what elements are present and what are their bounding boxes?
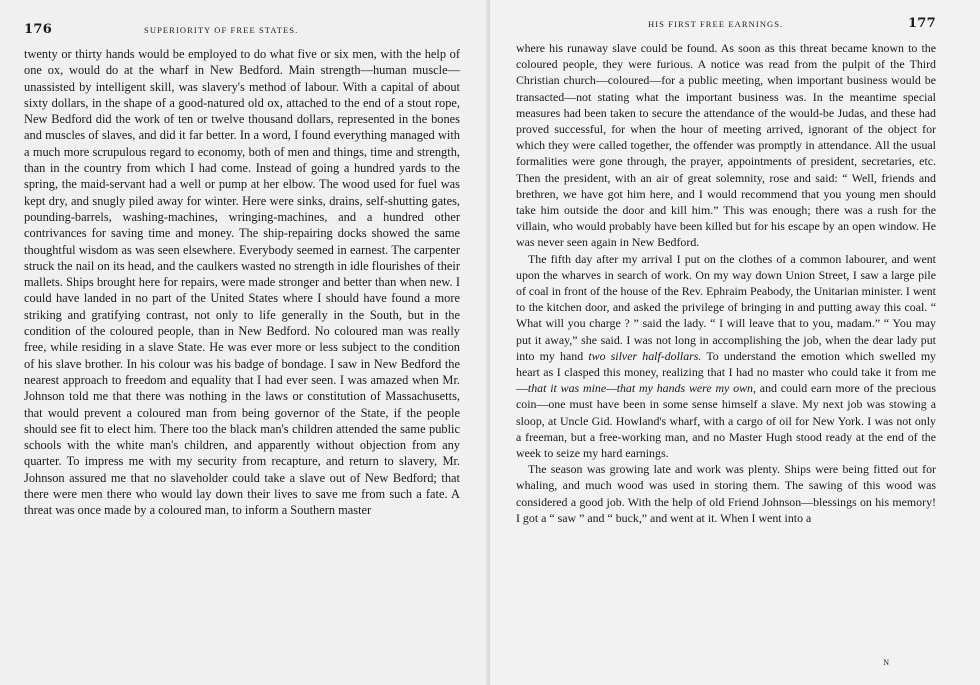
paragraph-text: and could earn more of the precious coin—one must have been in some sense himself a slave. My next job was stowing a sloop, at Uncle Gid. Howland's wharf, with a cargo of oil for New York. I was not only a freeman, but a free-working man, and no Master Hugh stood ready at the end of the week to seize my hard earnings. [516, 381, 936, 461]
right-page-body [516, 40, 936, 526]
paragraph [516, 251, 936, 462]
paragraph-text: The fifth day after my arrival I put on the clothes of a common labourer, and went upon the wharves in search of work. On my way down Union Street, I saw a large pile of coal in front of the house of the Rev. Ephraim Peabody, the Unitarian minister. I went to the kitchen door, and asked the privilege of bringing in and putting away this coal. “ What will you charge ? ” said the lady. “ I will leave that to you, madam.” “ You may put it away,” she said. I was not long in accomplishing the job, when the dear lady put into my hand [516, 251, 936, 363]
right-page-header [516, 16, 936, 31]
right-page [490, 0, 980, 685]
page-number: 177 [907, 16, 936, 31]
paragraph: twenty or thirty hands would be employed to do what five or six men, with the help of one ox, would do at the wharf in New Bedford. Main strength—human muscle—unassisted by intelligent skill, was slavery's method of labour. With a capital of about sixty dollars, in the shape of a good-natured old ox, attached to the end of a stout rope, New Bedford did the work of ten or twelve thousand dollars, represented in the bones and muscles of slaves, and did it far better. In a word, I found everything managed with a much more scrupulous regard to economy, both of men and things, time and strength, than in the country from which I had come. Instead of going a hundred yards to the spring, the maid-servant had a well or pump at her elbow. The wood used for fuel was kept dry, and snugly piled away for winter. Here were sinks, drains, self-shutting gates, pounding-barrels, washing-machines, wringing-machines, and a hundred other contrivances for saving time and money. The ship-repairing docks showed the same thoughtful wisdom as was seen elsewhere. Everybody seemed in earnest. The carpenter struck the nail on its head, and the caulkers wasted no strength in idle flourishes of their mallets. Ships brought here for repairs, were made stronger and better than when new. I could have landed in no part of the United States where I should have found a more striking and gratifying contrast, not only to life generally in the South, but in the condition of the coloured people, than in New Bedford. No coloured man was really free, while residing in a slave State. He was ever more or less subject to the condition of his slave brother. In his colour was his badge of bondage. I saw in New Bedford the nearest approach to freedom and equality that I had ever seen. I was amazed when Mr. Johnson told me that there was nothing in the laws or constitution of Massachusetts, that would prevent a coloured man from being governor of the State, if the people should see fit to elect him. There too the black man's children attended the same public schools with the white man's children, and apparently without objection from any quarter. To impress me with my security from recapture, and return to slavery, Mr. Johnson assured me that no slaveholder could take a slave out of New Bedford; that there were men there who would lay down their lives to save me from such a fate. A threat was once made by a coloured man, to inform a Southern master [24, 47, 460, 518]
paragraph-text: where his runaway slave could be found. As soon as this threat became known to the coloured people, they were furious. A notice was read from the pulpit of the Third Christian church—coloured—for a public meeting, when important business would be transacted—not stating what the important business was. In the meantime special measures had been taken to secure the attendance of the would-be Judas, and these had proved successful, for when the hour of meeting arrived, ignorant of the object for which they were called together, the offender was promptly in attendance. All the usual formalities were gone through, the prayer, appointments of president, secretaries, etc. Then the president, with an air of great solemnity, rose and said: “ Well, friends and brethren, we have got him here, and I would recommend that you young men should take him outside the door and kill him.” This was enough; there was a rush for the villain, who would probably have been killed but for his escape by an open window. He was never seen again in New Bedford. [516, 41, 936, 250]
paragraph [516, 461, 936, 526]
paragraph [516, 40, 936, 251]
signature-mark: N [883, 658, 890, 667]
left-page-body [24, 46, 460, 519]
italic-phrase: two silver half-dollars. [588, 348, 702, 363]
running-head: HIS FIRST FREE EARNINGS. [648, 19, 784, 29]
paragraph-text: The season was growing late and work was plenty. Ships were being fitted out for whaling, and much wood was used in storing them. The sawing of this wood was considered a good job. With the help of old Friend Johnson—blessings on his memory! I got a “ saw ” and “ buck,” and went at it. When I went into a [516, 462, 936, 525]
italic-phrase: that it was mine—that my hands were my own, [527, 381, 756, 396]
running-head: SUPERIORITY OF FREE STATES. [144, 25, 299, 35]
left-page-header [24, 22, 460, 36]
page-number: 176 [24, 22, 53, 37]
paragraph-text: To understand the emotion which swelled my heart as I clasped this money, realizing that I had no master who could take it from me— [516, 348, 937, 396]
